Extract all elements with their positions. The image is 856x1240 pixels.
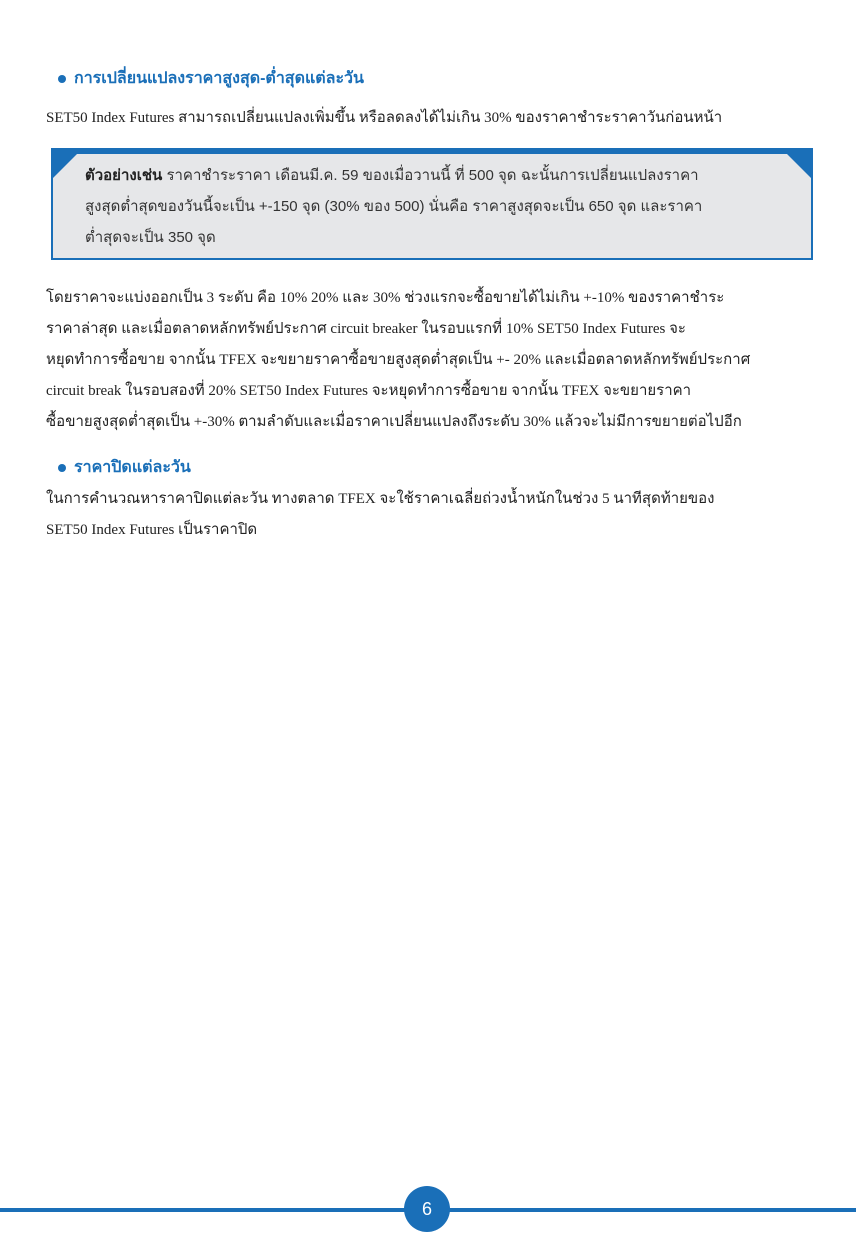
text-line: ซื้อขายสูงสุดต่ำสุดเป็น +-30% ตามลำดับและเมื่อราคาเปลี่ยนแปลงถึงระดับ 30% แล้วจะไม่มีการขยายต่อไปอีก (46, 414, 742, 430)
corner-decoration (53, 154, 77, 178)
example-line-1 (85, 160, 795, 191)
text-line: ราคาล่าสุด และเมื่อตลาดหลักทรัพย์ประกาศ circuit breaker ในรอบแรกที่ 10% SET50 Index Futures จะ (46, 321, 686, 337)
bullet-icon (58, 75, 66, 83)
section-heading-price-limit (58, 66, 364, 91)
bullet-icon (58, 464, 66, 472)
paragraph-closing-price (46, 484, 846, 546)
text-line: ในการคำนวณหาราคาปิดแต่ละวัน ทางตลาด TFEX จะใช้ราคาเฉลี่ยถ่วงน้ำหนักในช่วง 5 นาทีสุดท้ายของ (46, 491, 715, 507)
section-heading-closing-price (58, 455, 191, 480)
page-number: 6 (404, 1186, 450, 1232)
example-text: ราคาชำระราคา เดือนมี.ค. 59 ของเมื่อวานนี้ ที่ 500 จุด ฉะนั้นการเปลี่ยนแปลงราคา (162, 167, 699, 184)
text-line: SET50 Index Futures เป็นราคาปิด (46, 522, 258, 538)
example-label: ตัวอย่างเช่น (85, 167, 163, 184)
paragraph-circuit-breaker (46, 283, 846, 438)
text-line: circuit break ในรอบสองที่ 20% SET50 Index Futures จะหยุดทำการซื้อขาย จากนั้น TFEX จะขยายราคา (46, 383, 692, 399)
text-line: โดยราคาจะแบ่งออกเป็น 3 ระดับ คือ 10% 20% และ 30% ช่วงแรกจะซื้อขายได้ไม่เกิน +-10% ของราคาชำระ (46, 290, 725, 306)
example-line-3: ต่ำสุดจะเป็น 350 จุด (85, 229, 216, 246)
example-box (51, 148, 813, 260)
heading-text: ราคาปิดแต่ละวัน (74, 459, 191, 476)
heading-text: การเปลี่ยนแปลงราคาสูงสุด-ต่ำสุดแต่ละวัน (74, 70, 364, 87)
paragraph-price-limit: SET50 Index Futures สามารถเปลี่ยนแปลงเพิ่มขึ้น หรือลดลงได้ไม่เกิน 30% ของราคาชำระราคาวันก่อนหน้า (46, 110, 723, 126)
text-line: หยุดทำการซื้อขาย จากนั้น TFEX จะขยายราคาซื้อขายสูงสุดต่ำสุดเป็น +- 20% และเมื่อตลาดหลักทรัพย์ประกาศ (46, 352, 751, 368)
example-line-2: สูงสุดต่ำสุดของวันนี้จะเป็น +-150 จุด (30% ของ 500) นั่นคือ ราคาสูงสุดจะเป็น 650 จุด และราคา (85, 198, 703, 215)
